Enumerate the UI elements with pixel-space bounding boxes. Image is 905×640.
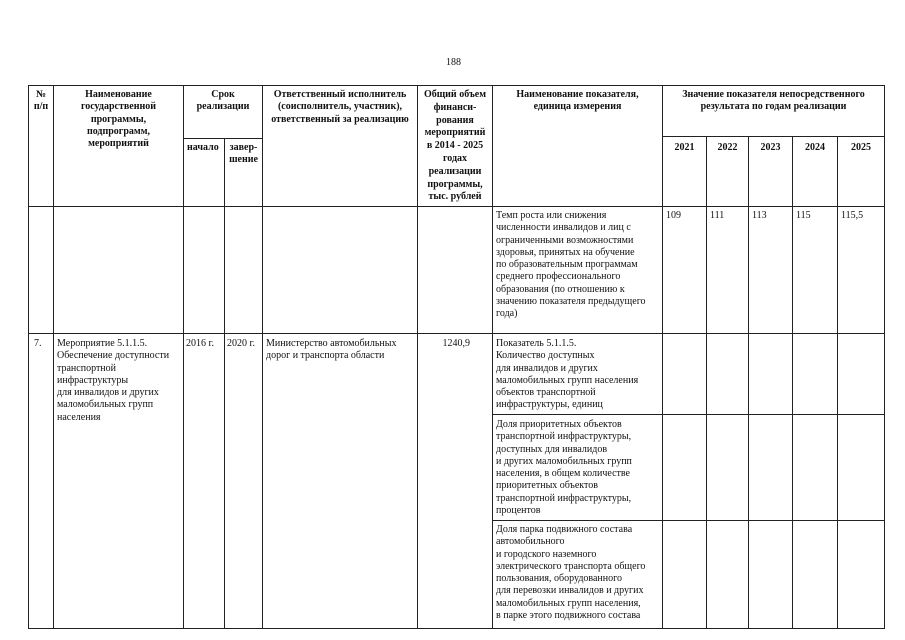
row1-value-2022: 111 bbox=[710, 210, 725, 221]
row7-executor: Министерство автомобильных дорог и транспорта области bbox=[266, 338, 397, 362]
row7-indicator-2: Доля приоритетных объектов транспортной инфраструктуры, доступных для инвалидов и других маломобильных групп населения, в общем количестве приоритетных объектов транспортной инфраструктуры, процентов bbox=[496, 419, 632, 517]
row1-indicator: Темп роста или снижения численности инвалидов и лиц с ограниченными возможностями здоровья, принятых на обучение по образовательным программам среднего профессионального образования (по отношению к значению показателя предыдущего года) bbox=[496, 210, 646, 320]
header-term: Срок реализации bbox=[196, 89, 250, 113]
header-name: Наименование государственной программы, подпрограмм, мероприятий bbox=[80, 89, 157, 150]
row1-value-2023: 113 bbox=[752, 210, 767, 221]
row7-name: Мероприятие 5.1.1.5. Обеспечение доступности транспортной инфраструктуры для инвалидов и других маломобильных групп населения bbox=[57, 338, 170, 423]
header-start: начало bbox=[187, 142, 219, 153]
year-2023: 2023 bbox=[760, 142, 781, 153]
year-2025: 2025 bbox=[851, 142, 871, 153]
header-indicator: Наименование показателя, единица измерения bbox=[516, 89, 639, 113]
header-funding: Общий объем финанси- рования мероприятий в 2014 - 2025 годах реализации программы, тыс. рублей bbox=[423, 89, 487, 203]
row1-value-2024: 115 bbox=[796, 210, 811, 221]
row7-indicator-1: Показатель 5.1.1.5. Количество доступных для инвалидов и других маломобильных групп населения объектов транспортной инфраструктуры, единиц bbox=[496, 338, 639, 411]
page-number: 188 bbox=[446, 57, 461, 68]
row7-start: 2016 г. bbox=[186, 338, 214, 349]
header-executor: Ответственный исполнитель (соисполнитель, участник), ответственный за реализацию bbox=[271, 89, 409, 125]
row7-funding: 1240,9 bbox=[442, 338, 470, 349]
row1-value-2025: 115,5 bbox=[841, 210, 864, 221]
header-num: № п/п bbox=[33, 89, 49, 113]
header-end: завер- шение bbox=[229, 142, 258, 166]
row7-indicator-3: Доля парка подвижного состава автомобильного и городского наземного электрического транспорта общего пользования, оборудованного для перевозки инвалидов и других маломобильных групп населения, в парке этого подвижного состава bbox=[496, 524, 646, 622]
year-2021: 2021 bbox=[674, 142, 695, 153]
row7-num: 7. bbox=[34, 338, 42, 349]
row7-end: 2020 г. bbox=[227, 338, 255, 349]
header-values: Значение показателя непосредственного результата по годам реализации bbox=[682, 89, 865, 113]
year-2022: 2022 bbox=[717, 142, 738, 153]
year-2024: 2024 bbox=[805, 142, 825, 153]
row1-value-2021: 109 bbox=[666, 210, 681, 221]
